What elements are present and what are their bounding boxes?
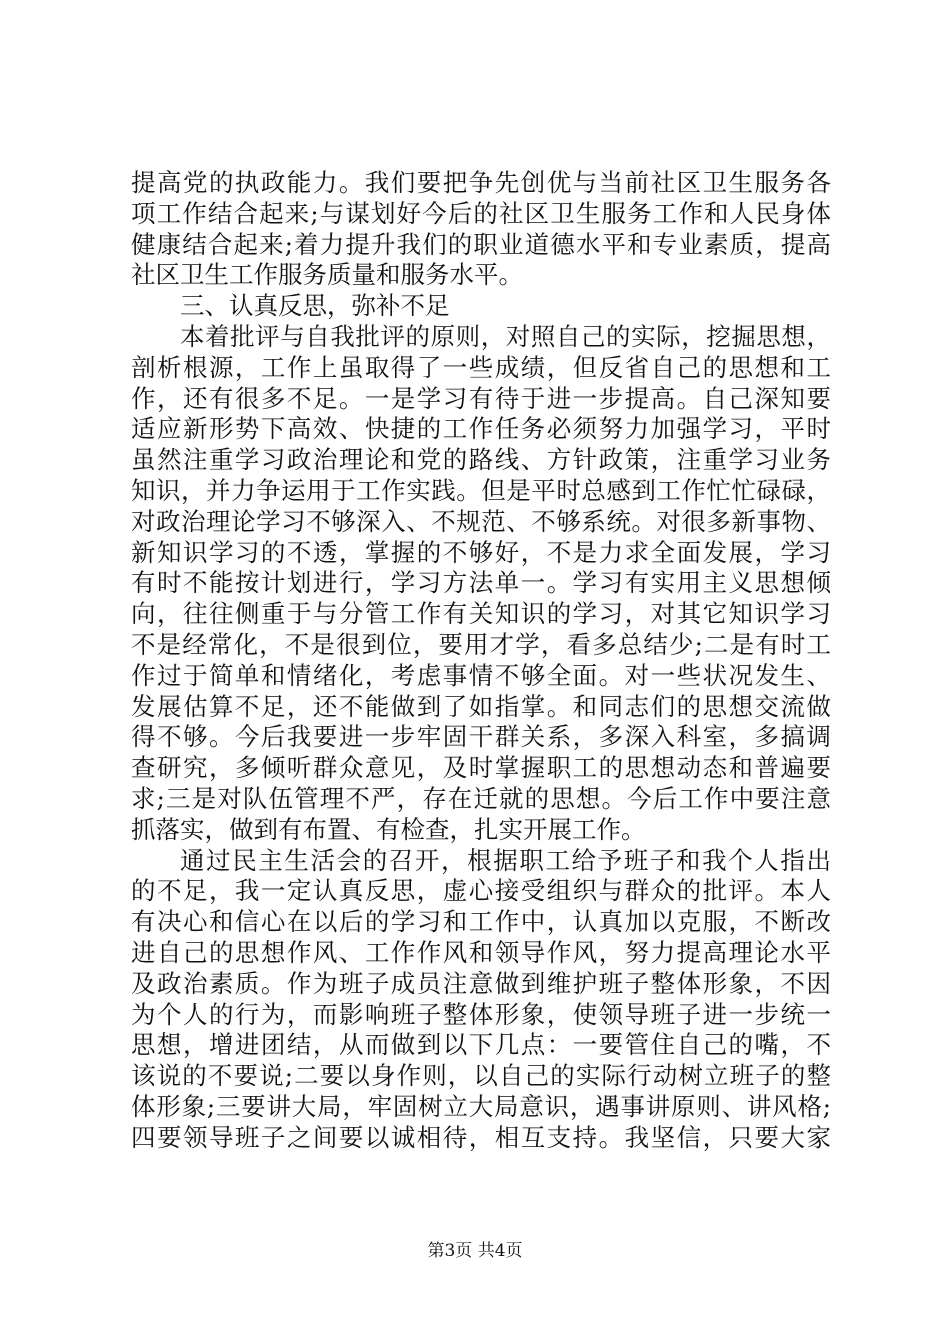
text-line: 及政治素质。作为班子成员注意做到维护班子整体形象，不因 — [131, 968, 831, 998]
text-line: 查研究，多倾听群众意见，及时掌握职工的思想动态和普遍要 — [131, 753, 831, 783]
page-footer: 第3页 共4页 — [427, 1241, 523, 1261]
text-line: 抓落实，做到有布置、有检查，扎实开展工作。 — [131, 814, 646, 844]
text-line: 进自己的思想作风、工作作风和领导作风，努力提高理论水平 — [131, 937, 831, 967]
text-line: 适应新形势下高效、快捷的工作任务必须努力加强学习，平时 — [131, 414, 831, 444]
text-line: 为个人的行为，而影响班子整体形象，使领导班子进一步统一 — [131, 999, 831, 1029]
text-line: 新知识学习的不透，掌握的不够好，不是力求全面发展，学习 — [131, 537, 831, 567]
text-line: 本着批评与自我批评的原则，对照自己的实际，挖掘思想， — [180, 321, 831, 351]
text-line: 通过民主生活会的召开，根据职工给予班子和我个人指出 — [180, 845, 831, 875]
text-line: 发展估算不足，还不能做到了如指掌。和同志们的思想交流做 — [131, 691, 831, 721]
text-line: 作，还有很多不足。一是学习有待于进一步提高。自己深知要 — [131, 383, 831, 413]
text-line: 健康结合起来;着力提升我们的职业道德水平和专业素质，提高 — [131, 229, 831, 259]
text-line: 社区卫生工作服务质量和服务水平。 — [131, 260, 523, 290]
text-line: 不是经常化，不是很到位，要用才学，看多总结少;二是有时工 — [131, 629, 831, 659]
text-line: 向，往往侧重于与分管工作有关知识的学习，对其它知识学习 — [131, 599, 831, 629]
text-line: 提高党的执政能力。我们要把争先创优与当前社区卫生服务各 — [131, 168, 831, 197]
text-line: 得不够。今后我要进一步牢固干群关系，多深入科室，多搞调 — [131, 722, 831, 752]
document-body — [131, 168, 831, 1154]
text-line: 的不足，我一定认真反思，虚心接受组织与群众的批评。本人 — [131, 876, 831, 906]
text-line: 有时不能按计划进行，学习方法单一。学习有实用主义思想倾 — [131, 568, 831, 598]
text-line: 四要领导班子之间要以诚相待，相互支持。我坚信，只要大家 — [131, 1122, 831, 1152]
text-line: 作过于简单和情绪化，考虑事情不够全面。对一些状况发生、 — [131, 660, 831, 690]
text-line: 体形象;三要讲大局，牢固树立大局意识，遇事讲原则、讲风格; — [131, 1091, 831, 1121]
text-line: 剖析根源，工作上虽取得了一些成绩，但反省自己的思想和工 — [131, 352, 831, 382]
text-line: 该说的不要说;二要以身作则，以自己的实际行动树立班子的整 — [131, 1061, 831, 1091]
text-line: 对政治理论学习不够深入、不规范、不够系统。对很多新事物、 — [131, 506, 831, 536]
text-line: 知识，并力争运用于工作实践。但是平时总感到工作忙忙碌碌， — [131, 475, 831, 505]
section-heading: 三、认真反思，弥补不足 — [180, 291, 450, 321]
text-line: 思想，增进团结，从而做到以下几点：一要管住自己的嘴，不 — [131, 1030, 831, 1060]
text-line: 项工作结合起来;与谋划好今后的社区卫生服务工作和人民身体 — [131, 198, 831, 228]
text-line: 虽然注重学习政治理论和党的路线、方针政策，注重学习业务 — [131, 445, 831, 475]
text-line: 求;三是对队伍管理不严，存在迁就的思想。今后工作中要注意 — [131, 783, 831, 813]
text-line: 有决心和信心在以后的学习和工作中，认真加以克服，不断改 — [131, 907, 831, 937]
